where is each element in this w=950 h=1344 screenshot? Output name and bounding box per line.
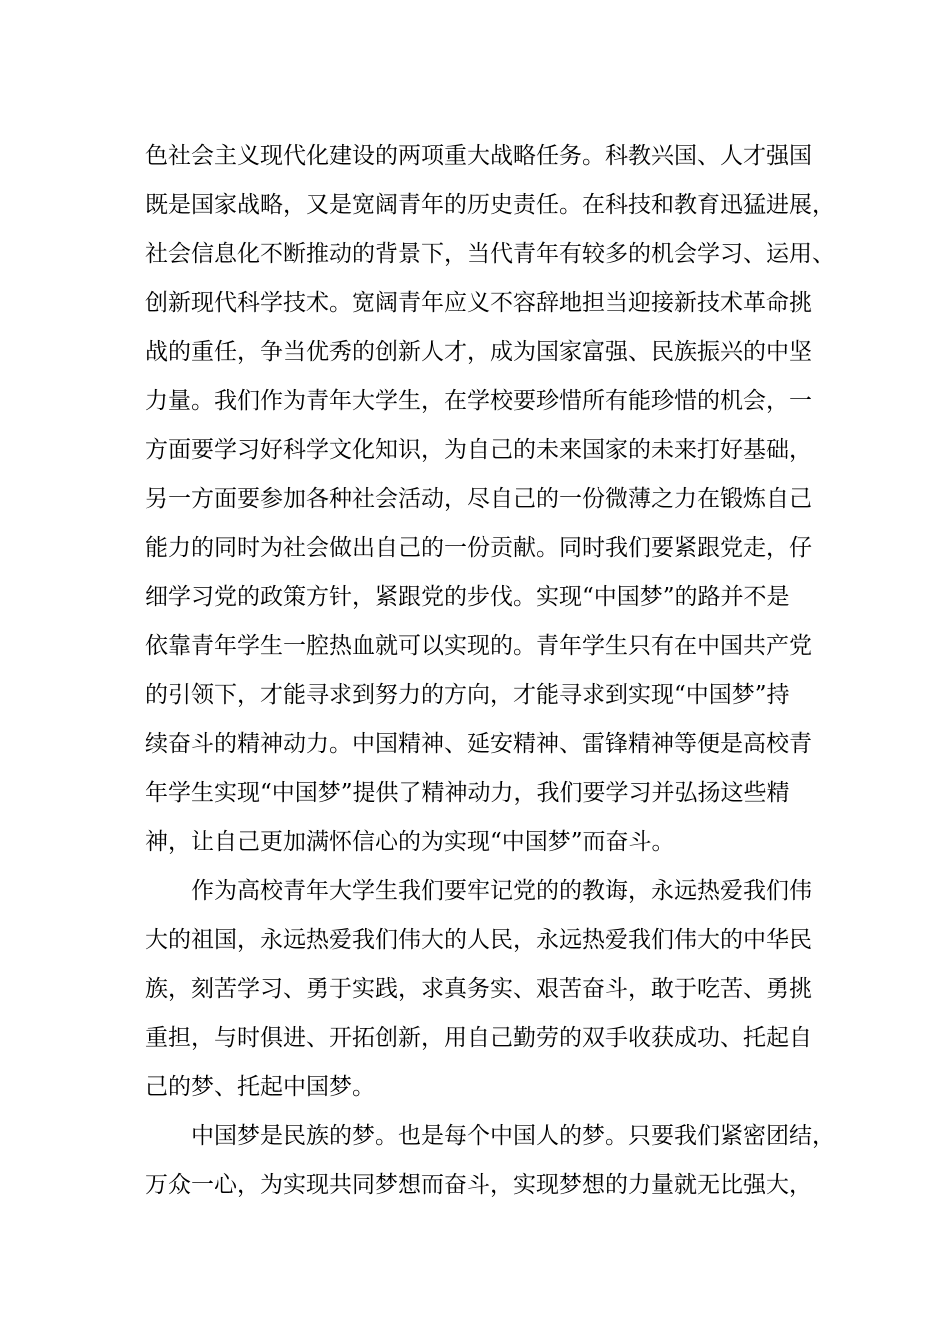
text-line: 大的祖国，永远热爱我们伟大的人民，永远热爱我们伟大的中华民 [145, 927, 812, 953]
text-line: 方面要学习好科学文化知识，为自己的未来国家的未来打好基础， [145, 437, 812, 463]
text-line: 创新现代科学技术。宽阔青年应义不容辞地担当迎接新技术革命挑 [145, 290, 812, 316]
text-line: 重担，与时俱进、开拓创新，用自己勤劳的双手收获成功、托起自 [145, 1025, 812, 1051]
text-line: 的引领下，才能寻求到努力的方向，才能寻求到实现“中国梦”持 [145, 682, 790, 708]
text-line: 色社会主义现代化建设的两项重大战略任务。科教兴国、人才强国 [145, 143, 812, 169]
text-line: 续奋斗的精神动力。中国精神、延安精神、雷锋精神等便是高校青 [145, 731, 812, 757]
text-line: 细学习党的政策方针，紧跟党的步伐。实现“中国梦”的路并不是 [145, 584, 790, 610]
text-line: 己的梦、托起中国梦。 [145, 1074, 375, 1100]
text-line: 万众一心，为实现共同梦想而奋斗，实现梦想的力量就无比强大， [145, 1172, 812, 1198]
text-line: 既是国家战略，又是宽阔青年的历史责任。在科技和教育迅猛进展， [145, 192, 835, 218]
text-line: 另一方面要参加各种社会活动，尽自己的一份微薄之力在锻炼自己 [145, 486, 812, 512]
document-body [145, 132, 835, 1210]
text-line: 依靠青年学生一腔热血就可以实现的。青年学生只有在中国共产党 [145, 633, 812, 659]
text-line: 神，让自己更加满怀信心的为实现“中国梦”而奋斗。 [145, 829, 675, 855]
text-line: 力量。我们作为青年大学生，在学校要珍惜所有能珍惜的机会，一 [145, 388, 812, 414]
text-line: 战的重任，争当优秀的创新人才，成为国家富强、民族振兴的中坚 [145, 339, 812, 365]
text-line: 年学生实现“中国梦”提供了精神动力，我们要学习并弘扬这些精 [145, 780, 790, 806]
text-line: 能力的同时为社会做出自己的一份贡献。同时我们要紧跟党走，仔 [145, 535, 812, 561]
paragraph-first-line: 中国梦是民族的梦。也是每个中国人的梦。只要我们紧密团结， [191, 1123, 835, 1149]
text-line: 族，刻苦学习、勇于实践，求真务实、艰苦奋斗，敢于吃苦、勇挑 [145, 976, 812, 1002]
text-line: 社会信息化不断推动的背景下，当代青年有较多的机会学习、运用、 [145, 241, 835, 267]
paragraph-first-line: 作为高校青年大学生我们要牢记党的的教诲，永远热爱我们伟 [191, 878, 812, 904]
